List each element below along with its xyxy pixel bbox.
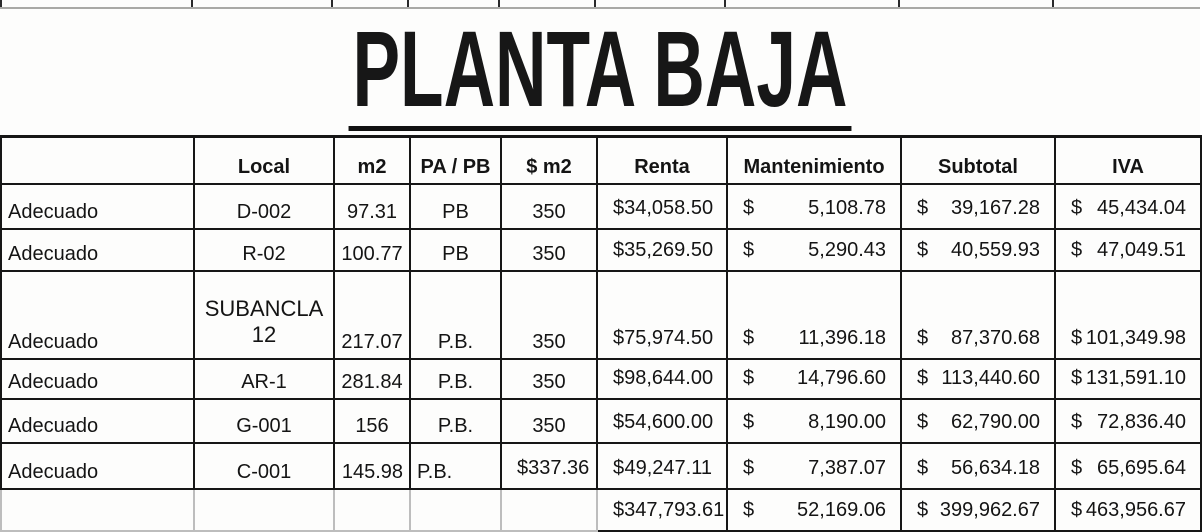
cell-price-m2: 350 <box>501 399 597 443</box>
local-line1: SUBANCLA <box>204 295 324 321</box>
currency-symbol: $ <box>743 326 755 349</box>
currency-symbol: $ <box>517 456 529 479</box>
cell-mantenimiento: $ 8,190.00 <box>727 399 901 443</box>
header-renta: Renta <box>597 137 727 184</box>
cell-renta: $ 75,974.50 <box>597 271 727 359</box>
cell-mantenimiento: $ 7,387.07 <box>727 443 901 489</box>
cell-empty <box>410 489 501 531</box>
planta-baja-table <box>0 135 1202 532</box>
currency-symbol: $ <box>1071 498 1083 521</box>
cell-iva: $ 47,049.51 <box>1055 229 1201 271</box>
currency-symbol: $ <box>917 238 929 261</box>
cell-price-m2: 350 <box>501 184 597 229</box>
clipped-cell <box>0 0 193 7</box>
currency-symbol: $ <box>613 196 625 219</box>
table-row <box>1 359 1201 399</box>
cell-mantenimiento-total: $ 52,169.06 <box>727 489 901 531</box>
title-band <box>0 9 1200 135</box>
clipped-cell <box>726 0 900 7</box>
table-row <box>1 229 1201 271</box>
currency-symbol: $ <box>1071 410 1083 433</box>
cell-renta: $ 98,644.00 <box>597 359 727 399</box>
cell-mantenimiento: $ 14,796.60 <box>727 359 901 399</box>
cell-local: D-002 <box>194 184 334 229</box>
table-row <box>1 184 1201 229</box>
currency-symbol: $ <box>917 366 929 389</box>
cell-mantenimiento: $ 5,290.43 <box>727 229 901 271</box>
clipped-cell <box>333 0 409 7</box>
cell-level: P.B. <box>410 271 501 359</box>
cell-iva: $ 101,349.98 <box>1055 271 1201 359</box>
currency-symbol: $ <box>613 498 625 521</box>
cell-subtotal: $ 113,440.60 <box>901 359 1055 399</box>
currency-symbol: $ <box>1071 238 1083 261</box>
cell-iva-total: $ 463,956.67 <box>1055 489 1201 531</box>
header-iva: IVA <box>1055 137 1201 184</box>
currency-symbol: $ <box>917 196 929 219</box>
clipped-cell <box>1054 0 1200 7</box>
header-row <box>1 137 1201 184</box>
currency-symbol: $ <box>1071 196 1083 219</box>
cell-renta: $ 35,269.50 <box>597 229 727 271</box>
cell-status: Adecuado <box>1 443 194 489</box>
cell-level: P.B. <box>410 359 501 399</box>
currency-symbol: $ <box>743 456 755 479</box>
cell-price-m2: 350 <box>501 359 597 399</box>
cell-subtotal: $ 62,790.00 <box>901 399 1055 443</box>
cell-subtotal-total: $ 399,962.67 <box>901 489 1055 531</box>
header-mantenimiento: Mantenimiento <box>727 137 901 184</box>
cell-level: PB <box>410 184 501 229</box>
cell-empty <box>501 489 597 531</box>
currency-symbol: $ <box>613 326 625 349</box>
clipped-cell <box>193 0 333 7</box>
cell-status: Adecuado <box>1 229 194 271</box>
currency-symbol: $ <box>743 498 755 521</box>
cell-m2: 281.84 <box>334 359 410 399</box>
cell-m2: 217.07 <box>334 271 410 359</box>
currency-symbol: $ <box>743 366 755 389</box>
cell-level: P.B. <box>410 399 501 443</box>
cell-subtotal: $ 56,634.18 <box>901 443 1055 489</box>
currency-symbol: $ <box>613 456 625 479</box>
cell-iva: $ 65,695.64 <box>1055 443 1201 489</box>
cell-iva: $ 131,591.10 <box>1055 359 1201 399</box>
currency-symbol: $ <box>743 196 755 219</box>
clipped-cell <box>596 0 726 7</box>
totals-row <box>1 489 1201 531</box>
table-row <box>1 271 1201 359</box>
table-row <box>1 443 1201 489</box>
currency-symbol: $ <box>1071 456 1083 479</box>
cell-local: AR-1 <box>194 359 334 399</box>
cell-subtotal: $ 40,559.93 <box>901 229 1055 271</box>
clipped-cell <box>900 0 1054 7</box>
cell-level: PB <box>410 229 501 271</box>
cell-empty <box>194 489 334 531</box>
cell-mantenimiento: $ 5,108.78 <box>727 184 901 229</box>
page-title: PLANTA BAJA <box>349 15 852 131</box>
currency-symbol: $ <box>613 410 625 433</box>
currency-symbol: $ <box>743 238 755 261</box>
cell-m2: 97.31 <box>334 184 410 229</box>
cell-local: R-02 <box>194 229 334 271</box>
cell-local: G-001 <box>194 399 334 443</box>
cell-price-m2: 350 <box>501 229 597 271</box>
cell-renta: $ 34,058.50 <box>597 184 727 229</box>
currency-symbol: $ <box>1071 366 1083 389</box>
cell-mantenimiento: $ 11,396.18 <box>727 271 901 359</box>
cell-empty <box>1 489 194 531</box>
cell-m2: 156 <box>334 399 410 443</box>
currency-symbol: $ <box>613 366 625 389</box>
currency-symbol: $ <box>917 410 929 433</box>
currency-symbol: $ <box>613 238 625 261</box>
header-local: Local <box>194 137 334 184</box>
cell-price-m2: $ 337.36 <box>501 443 597 489</box>
cell-renta: $ 49,247.11 <box>597 443 727 489</box>
currency-symbol: $ <box>917 456 929 479</box>
local-line2: 12 <box>251 321 277 347</box>
cell-status: Adecuado <box>1 359 194 399</box>
header-m2: m2 <box>334 137 410 184</box>
cell-empty <box>334 489 410 531</box>
currency-symbol: $ <box>1071 326 1083 349</box>
clipped-cell <box>500 0 596 7</box>
cell-subtotal: $ 87,370.68 <box>901 271 1055 359</box>
cell-iva: $ 72,836.40 <box>1055 399 1201 443</box>
cell-status: Adecuado <box>1 271 194 359</box>
cell-status: Adecuado <box>1 184 194 229</box>
header-level: PA / PB <box>410 137 501 184</box>
cell-renta: $ 54,600.00 <box>597 399 727 443</box>
cell-iva: $ 45,434.04 <box>1055 184 1201 229</box>
cell-level: P.B. <box>410 443 501 489</box>
cell-m2: 100.77 <box>334 229 410 271</box>
cell-local: C-001 <box>194 443 334 489</box>
currency-symbol: $ <box>917 326 929 349</box>
cell-m2: 145.98 <box>334 443 410 489</box>
header-price-m2: $ m2 <box>501 137 597 184</box>
table-row <box>1 399 1201 443</box>
cell-subtotal: $ 39,167.28 <box>901 184 1055 229</box>
cell-renta-total: $ 347,793.61 <box>597 489 727 531</box>
currency-symbol: $ <box>743 410 755 433</box>
cell-local <box>194 271 334 359</box>
currency-symbol: $ <box>917 498 929 521</box>
header-status <box>1 137 194 184</box>
cell-status: Adecuado <box>1 399 194 443</box>
header-subtotal: Subtotal <box>901 137 1055 184</box>
clipped-cell <box>409 0 500 7</box>
cell-price-m2: 350 <box>501 271 597 359</box>
